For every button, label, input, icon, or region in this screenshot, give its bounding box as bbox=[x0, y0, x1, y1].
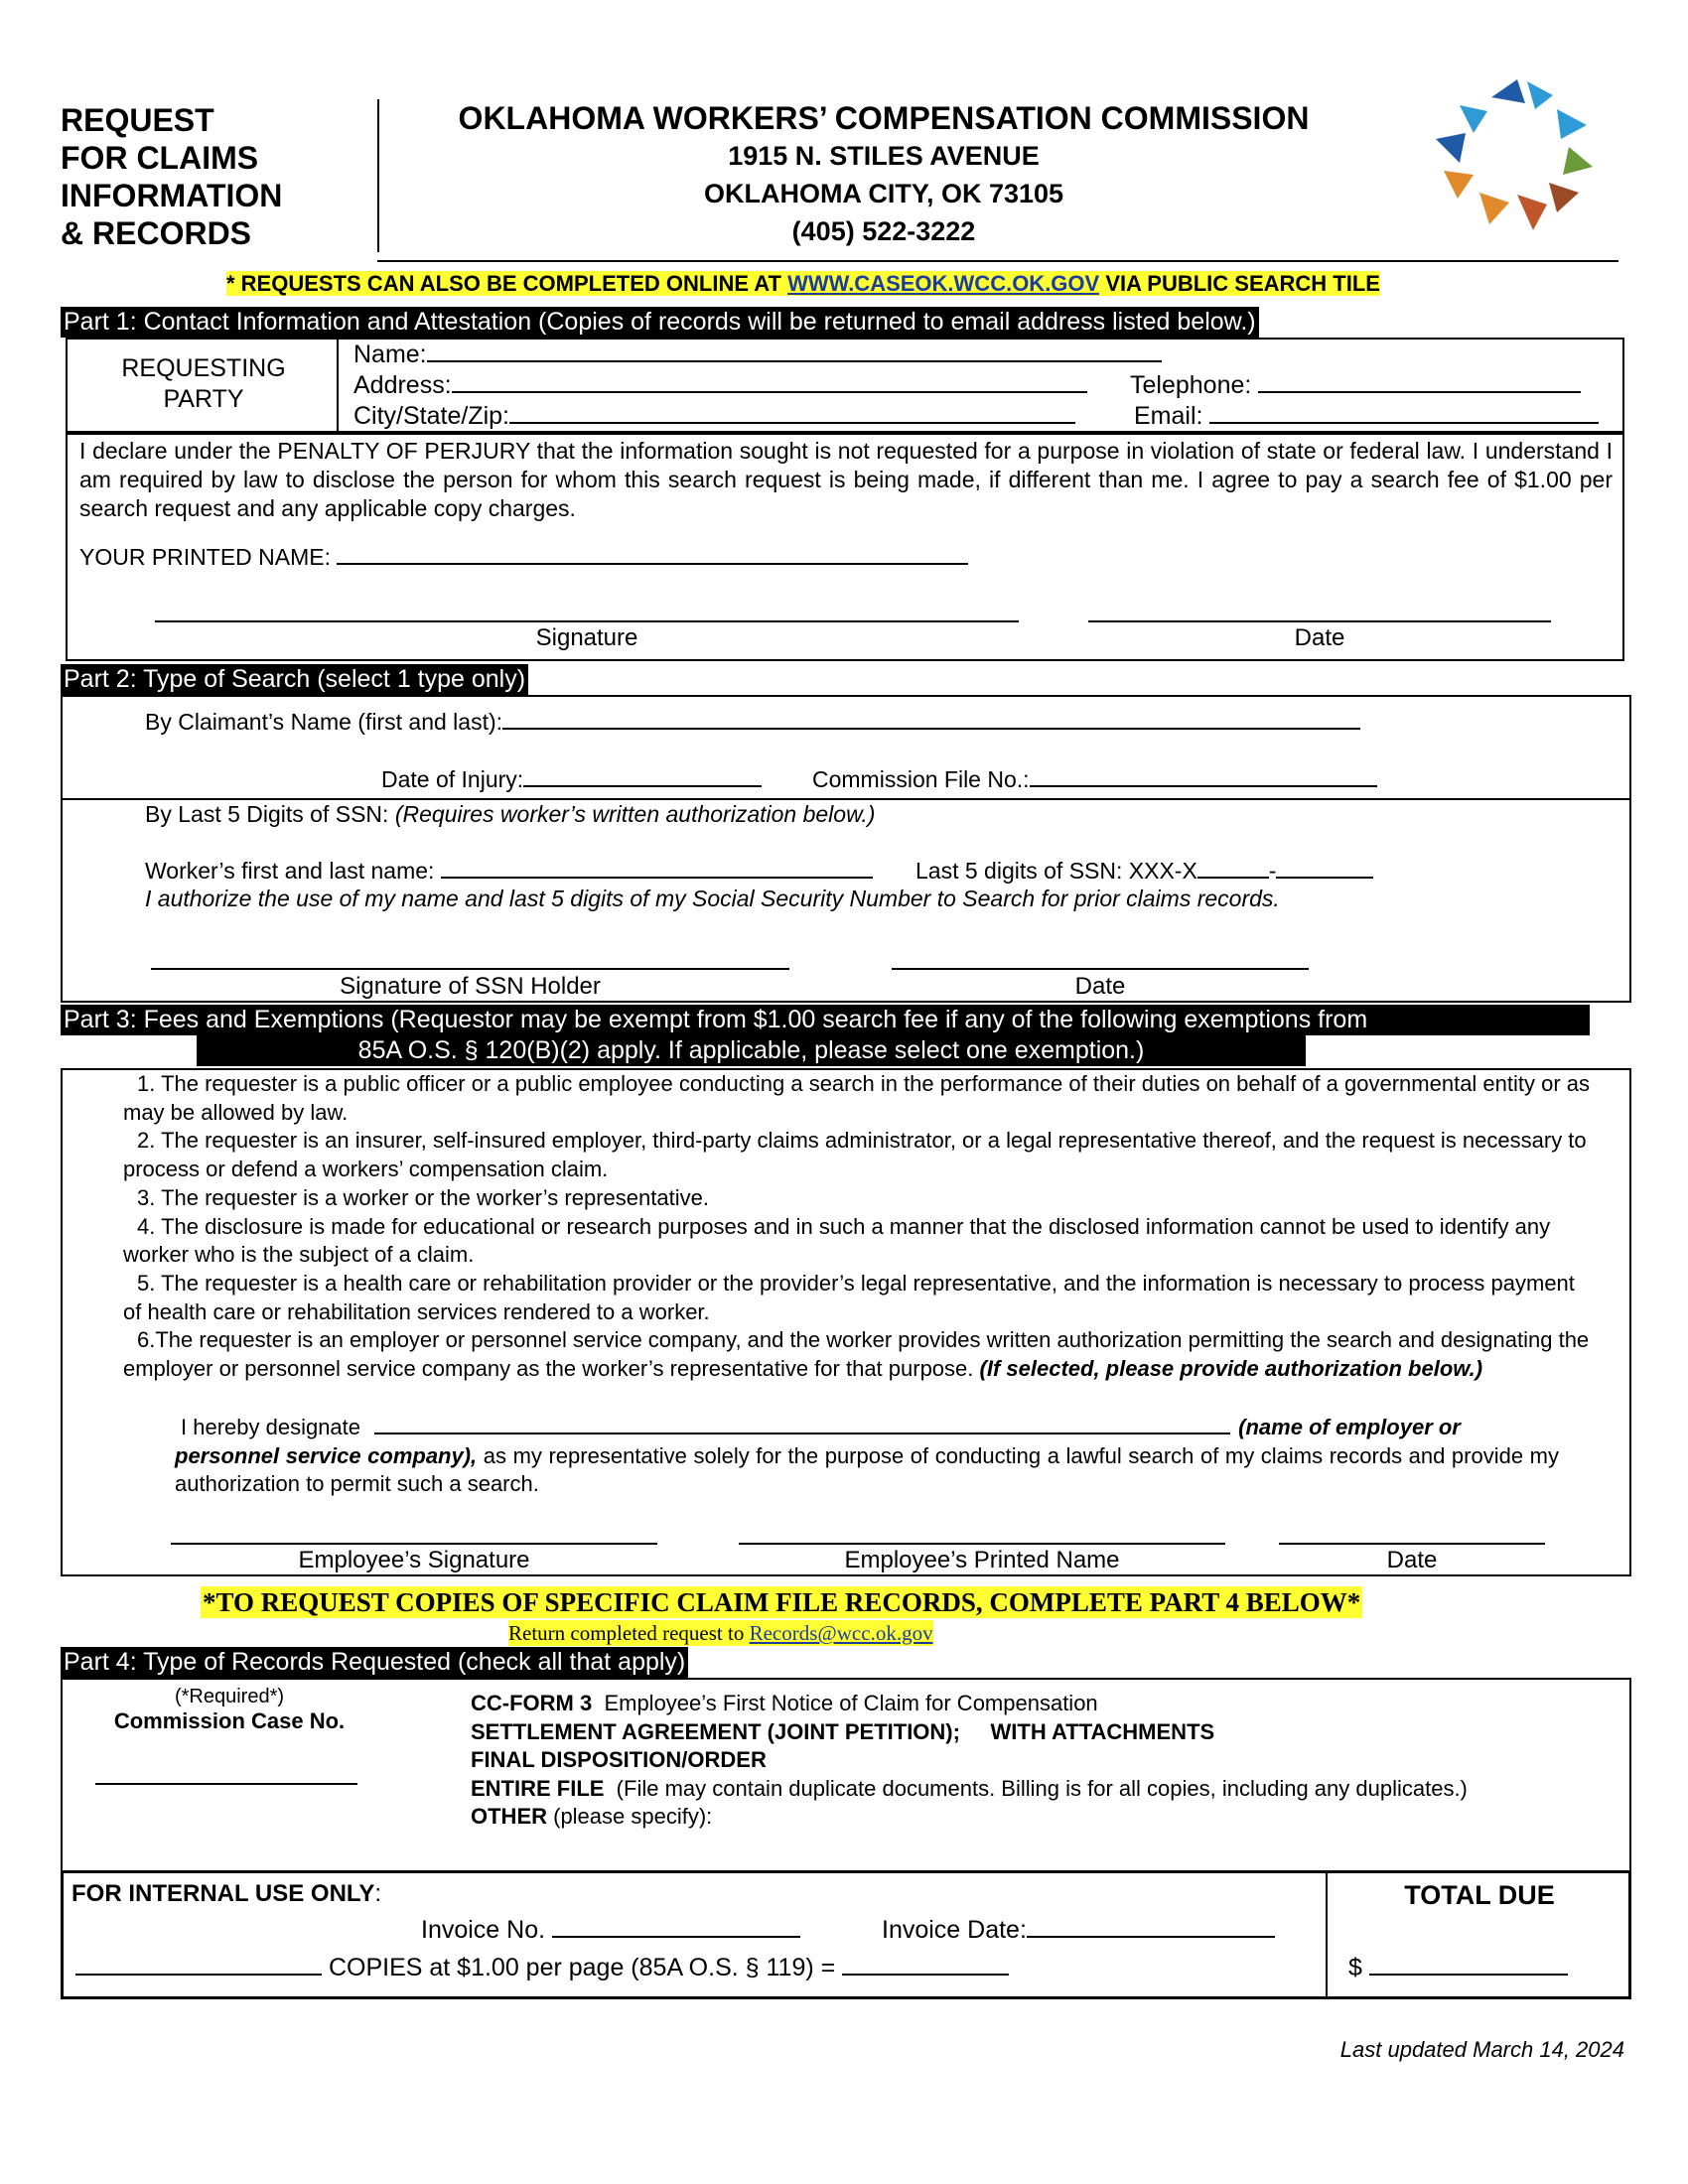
last-updated: Last updated March 14, 2024 bbox=[1339, 2037, 1624, 2062]
city-state-zip-field[interactable]: City/State/Zip: bbox=[353, 402, 1075, 431]
record-types-list bbox=[471, 1690, 1622, 1832]
record-type-cc-form-3[interactable]: CC-FORM 3 Employee’s First Notice of Claim for Compensation bbox=[471, 1691, 1098, 1715]
date-line[interactable] bbox=[1088, 620, 1551, 622]
agency-address: 1915 N. STILES AVENUE bbox=[728, 141, 1040, 171]
date-label: Date bbox=[1294, 624, 1345, 651]
invoice-no-field[interactable]: Invoice No. bbox=[421, 1916, 800, 1945]
perjury-declaration: I declare under the PENALTY OF PERJURY that the information sought is not requested for a purpose in violation of state or federal law. I understand I am required by law to disclose the person for whom this search request is being made, if different than me. I agree to pay a search fee of $1.00 per search request and any applicable copy charges. bbox=[79, 438, 1613, 521]
copies-notice: *TO REQUEST COPIES OF SPECIFIC CLAIM FILE RECORDS, COMPLETE PART 4 BELOW* bbox=[203, 1587, 1361, 1617]
header-divider bbox=[377, 99, 379, 252]
ssn-search-label: By Last 5 Digits of SSN: (Requires worker’s written authorization below.) bbox=[145, 801, 876, 827]
ssn-signature-line[interactable] bbox=[151, 968, 789, 970]
record-type-other[interactable]: OTHER (please specify): bbox=[471, 1804, 713, 1830]
ssn-date-label: Date bbox=[1074, 973, 1126, 1000]
record-type-settlement[interactable]: SETTLEMENT AGREEMENT (JOINT PETITION); WITH ATTACHMENTS bbox=[471, 1718, 1215, 1744]
part4-heading: Part 4: Type of Records Requested (check all that apply) bbox=[61, 1647, 688, 1678]
designation-block: I hereby designate (name of employer or personnel service company), as my representative solely for the purpose of conducting a lawful search of my claims records and provide my authorization to permit such a search. bbox=[175, 1415, 1559, 1497]
ssn-date-line[interactable] bbox=[892, 968, 1309, 970]
agency-phone: (405) 522-3222 bbox=[791, 216, 976, 246]
exemption-2[interactable]: 2. The requester is an insurer, self-insured employer, third-party claims administrator, or a legal representative thereof, and the request is necessary to process or defend a workers’ compensation claim. bbox=[123, 1128, 1587, 1182]
employee-date-line[interactable] bbox=[1279, 1543, 1545, 1545]
record-type-entire-file[interactable]: ENTIRE FILE (File may contain duplicate documents. Billing is for all copies, including any duplicates.) bbox=[471, 1775, 1468, 1801]
designee-field[interactable] bbox=[374, 1413, 1230, 1434]
copies-field[interactable]: COPIES at $1.00 per page (85A O.S. § 119) = bbox=[75, 1954, 1009, 1982]
case-number-label: Commission Case No. bbox=[113, 1708, 346, 1733]
employee-signature-line[interactable] bbox=[171, 1543, 657, 1545]
signature-line[interactable] bbox=[155, 620, 1019, 622]
employee-date-label: Date bbox=[1386, 1547, 1438, 1573]
exemption-3[interactable]: 3. The requester is a worker or the worker’s representative. bbox=[137, 1184, 709, 1210]
name-field[interactable]: Name: bbox=[353, 341, 1162, 369]
claimant-name-field[interactable]: By Claimant’s Name (first and last): bbox=[145, 708, 1360, 736]
part3-heading-line1: Part 3: Fees and Exemptions (Requestor may be exempt from $1.00 search fee if any of the following exemptions from bbox=[61, 1005, 1590, 1035]
employee-printed-name-line[interactable] bbox=[739, 1543, 1225, 1545]
exemptions-list bbox=[123, 1070, 1593, 1384]
ssn-authorization-text: I authorize the use of my name and last 5 digits of my Social Security Number to Search for prior claims records. bbox=[145, 886, 1280, 911]
address-field[interactable]: Address: bbox=[353, 371, 1087, 400]
internal-use-label: FOR INTERNAL USE ONLY: bbox=[71, 1880, 382, 1907]
commission-file-field[interactable]: Commission File No.: bbox=[812, 765, 1377, 793]
online-notice: * REQUESTS CAN ALSO BE COMPLETED ONLINE AT WWW.CASEOK.WCC.OK.GOV VIA PUBLIC SEARCH TILE bbox=[226, 271, 1380, 296]
record-type-final-disposition[interactable]: FINAL DISPOSITION/ORDER bbox=[471, 1747, 767, 1773]
contact-divider bbox=[337, 338, 339, 433]
telephone-field[interactable]: Telephone: bbox=[1130, 371, 1581, 400]
records-email-link[interactable]: Records@wcc.ok.gov bbox=[749, 1621, 933, 1645]
case-number-block bbox=[95, 1686, 363, 1735]
agency-block bbox=[397, 99, 1370, 250]
worker-name-field[interactable]: Worker’s first and last name: bbox=[145, 857, 873, 885]
total-due-label: TOTAL DUE bbox=[1404, 1880, 1555, 1910]
ssn-signature-label: Signature of SSN Holder bbox=[340, 973, 601, 1000]
part2-heading: Part 2: Type of Search (select 1 type only) bbox=[61, 664, 528, 695]
case-number-line[interactable] bbox=[95, 1783, 357, 1785]
email-field[interactable]: Email: bbox=[1134, 402, 1599, 431]
employee-signature-label: Employee’s Signature bbox=[298, 1547, 530, 1573]
date-of-injury-field[interactable]: Date of Injury: bbox=[381, 765, 762, 793]
agency-name: OKLAHOMA WORKERS’ COMPENSATION COMMISSION bbox=[458, 100, 1310, 136]
employee-printed-name-label: Employee’s Printed Name bbox=[844, 1547, 1120, 1573]
header-rule bbox=[377, 260, 1618, 262]
requesting-party-label: REQUESTING PARTY bbox=[121, 354, 286, 413]
search-type-box bbox=[61, 695, 1631, 1003]
return-notice: Return completed request to Records@wcc.ok.gov bbox=[508, 1621, 933, 1645]
star-logo-icon bbox=[1430, 75, 1599, 234]
ssn-digits-field[interactable]: Last 5 digits of SSN: XXX-X - bbox=[915, 857, 1373, 885]
required-note: (*Required*) bbox=[174, 1686, 285, 1707]
caseok-link[interactable]: WWW.CASEOK.WCC.OK.GOV bbox=[787, 271, 1100, 296]
exemption-6[interactable]: 6.The requester is an employer or personnel service company, and the worker provides written authorization permitting the search and designating the employer or personnel service company as the worker’s representative for that purpose. (If selected, please provide authorization below.) bbox=[123, 1327, 1590, 1382]
exemption-1[interactable]: 1. The requester is a public officer or a public employee conducting a search in the performance of their duties on behalf of a governmental entity or as may be allowed by law. bbox=[123, 1071, 1591, 1125]
part1-heading: Part 1: Contact Information and Attestation (Copies of records will be returned to email address listed below.) bbox=[61, 307, 1259, 338]
total-due-field[interactable]: $ bbox=[1348, 1954, 1568, 1982]
exemption-4[interactable]: 4. The disclosure is made for educational or research purposes and in such a manner that the disclosed information cannot be used to identify any worker who is the subject of a claim. bbox=[123, 1213, 1551, 1268]
form-title: REQUEST FOR CLAIMS INFORMATION & RECORDS bbox=[61, 102, 283, 251]
search-type-divider bbox=[61, 798, 1631, 800]
signature-label: Signature bbox=[535, 624, 638, 651]
agency-city: OKLAHOMA CITY, OK 73105 bbox=[703, 179, 1064, 208]
invoice-date-field[interactable]: Invoice Date: bbox=[882, 1916, 1275, 1945]
printed-name-field[interactable]: YOUR PRINTED NAME: bbox=[79, 543, 968, 571]
exemption-5[interactable]: 5. The requester is a health care or rehabilitation provider or the provider’s legal representative, and the information is necessary to process payment of health care or rehabilitation services rendered to a worker. bbox=[123, 1270, 1575, 1324]
part3-heading-line2: 85A O.S. § 120(B)(2) apply. If applicable, please select one exemption.) bbox=[197, 1035, 1306, 1066]
